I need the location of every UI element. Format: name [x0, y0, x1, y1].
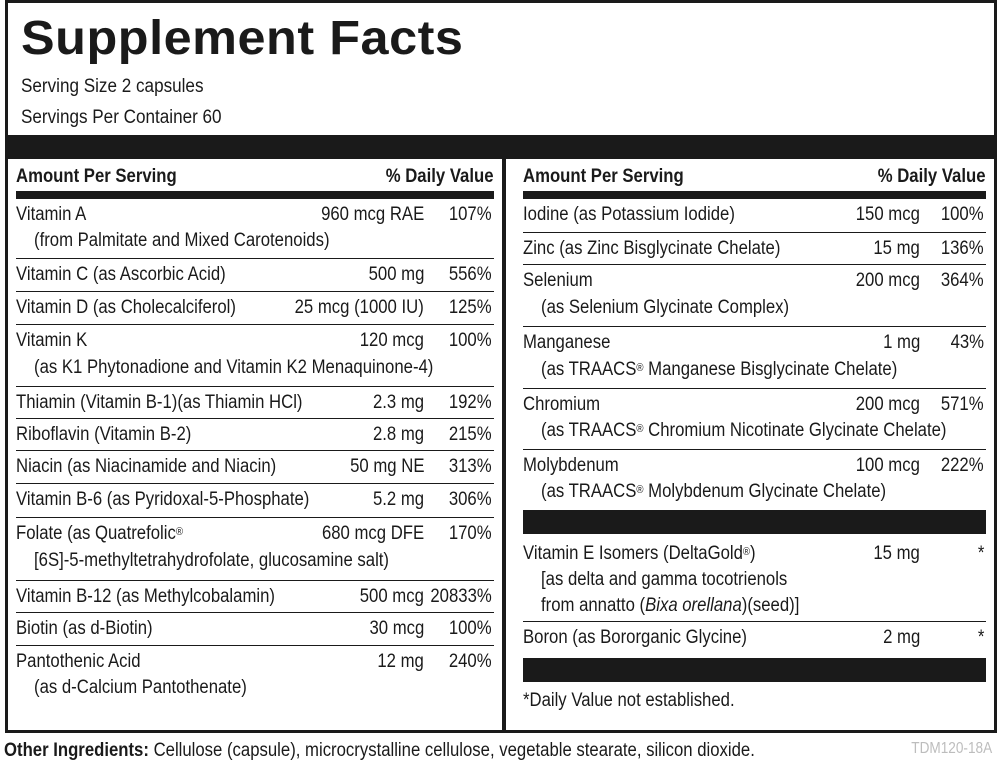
- nutrient-dv: 215%: [449, 424, 492, 445]
- registered-mark: ®: [636, 484, 644, 496]
- nutrient-dv: 364%: [941, 270, 984, 291]
- nutrient-row-manganese: [523, 327, 986, 389]
- nutrient-dv: 571%: [941, 394, 984, 415]
- nutrient-row-pantothenic-acid: [16, 646, 494, 708]
- nutrient-source: from annatto (Bixa orellana)(seed)]: [541, 595, 800, 616]
- nutrient-amount: 100 mcg: [855, 455, 920, 476]
- nutrient-dv: 100%: [449, 618, 492, 639]
- nutrient-name: Thiamin (Vitamin B-1)(as Thiamin HCl): [16, 392, 303, 413]
- nutrient-name: Zinc (as Zinc Bisglycinate Chelate): [523, 238, 781, 259]
- nutrient-dv: 100%: [941, 204, 984, 225]
- nutrient-row-vitamin-a: [16, 199, 494, 259]
- nutrient-dv: 20833%: [430, 586, 492, 607]
- nutrient-amount: 50 mg NE: [349, 456, 424, 477]
- section-divider-bar: [523, 658, 986, 682]
- nutrient-dv: 222%: [941, 455, 984, 476]
- nutrient-dv: *: [977, 627, 984, 648]
- nutrient-name: Folate (as Quatrefolic®: [16, 523, 183, 544]
- nutrient-amount: 1 mg: [882, 332, 920, 353]
- nutrient-dv: 136%: [941, 238, 984, 259]
- nutrient-row-thiamin: [16, 387, 494, 419]
- column-divider: [502, 159, 506, 733]
- amount-per-serving-header: Amount Per Serving: [16, 166, 177, 187]
- right-nutrient-column: [523, 159, 986, 714]
- nutrient-source: (as TRAACS® Molybdenum Glycinate Chelate): [541, 481, 887, 502]
- serving-size: Serving Size 2 capsules: [21, 76, 204, 97]
- nutrient-row-zinc: [523, 233, 986, 265]
- nutrient-name: Pantothenic Acid: [16, 651, 141, 672]
- other-ingredients-text: Cellulose (capsule), microcrystalline cellulose, vegetable stearate, silicon dioxide.: [148, 740, 755, 761]
- nutrient-amount: 960 mcg RAE: [320, 204, 424, 225]
- nutrient-amount: 30 mcg: [369, 618, 424, 639]
- botanical-name: Bixa orellana: [645, 595, 742, 616]
- nutrient-source: [6S]-5-methyltetrahydrofolate, glucosamine salt): [34, 550, 390, 571]
- nutrient-row-vitamin-k: [16, 325, 494, 387]
- nutrient-dv: 306%: [449, 489, 492, 510]
- servings-per-container: Servings Per Container 60: [21, 107, 222, 128]
- nutrient-dv: 43%: [950, 332, 984, 353]
- top-divider-bar: [8, 135, 994, 159]
- nutrient-name: Biotin (as d-Biotin): [16, 618, 153, 639]
- nutrient-name: Boron (as Bororganic Glycine): [523, 627, 747, 648]
- daily-value-header: % Daily Value: [386, 166, 494, 187]
- nutrient-dv: 556%: [449, 264, 492, 285]
- nutrient-amount: 500 mcg: [359, 586, 424, 607]
- nutrient-name: Selenium: [523, 270, 593, 291]
- nutrient-dv: 125%: [449, 297, 492, 318]
- nutrient-dv: *: [977, 543, 984, 564]
- panel-title: Supplement Facts: [21, 12, 464, 65]
- nutrient-amount: 200 mcg: [855, 270, 920, 291]
- nutrient-dv: 107%: [449, 204, 492, 225]
- nutrient-dv: 100%: [449, 330, 492, 351]
- column-header: [16, 159, 494, 199]
- nutrient-amount: 680 mcg DFE: [321, 523, 424, 544]
- daily-value-header: % Daily Value: [878, 166, 986, 187]
- nutrient-row-vitamin-c: [16, 259, 494, 292]
- nutrient-amount: 5.2 mg: [372, 489, 424, 510]
- nutrient-row-iodine: [523, 199, 986, 233]
- nutrient-amount: 2 mg: [882, 627, 920, 648]
- nutrient-amount: 2.8 mg: [372, 424, 424, 445]
- nutrient-name: Chromium: [523, 394, 601, 415]
- other-ingredients-label: Other Ingredients:: [4, 740, 149, 761]
- nutrient-dv: 192%: [449, 392, 492, 413]
- registered-mark: ®: [636, 423, 644, 435]
- nutrient-name: Vitamin E Isomers (DeltaGold®): [523, 543, 756, 564]
- nutrient-amount: 500 mg: [368, 264, 424, 285]
- nutrient-dv: 240%: [449, 651, 492, 672]
- nutrient-name: Vitamin C (as Ascorbic Acid): [16, 264, 226, 285]
- nutrient-amount: 2.3 mg: [372, 392, 424, 413]
- nutrient-amount: 200 mcg: [855, 394, 920, 415]
- nutrient-source: (as K1 Phytonadione and Vitamin K2 Menaquinone-4): [34, 357, 434, 378]
- section-divider-bar: [523, 510, 986, 534]
- nutrient-name: Vitamin B-6 (as Pyridoxal-5-Phosphate): [16, 489, 310, 510]
- nutrient-name: Vitamin A: [16, 204, 87, 225]
- nutrient-row-vitamin-d: [16, 292, 494, 325]
- nutrient-name: Niacin (as Niacinamide and Niacin): [16, 456, 277, 477]
- nutrient-amount: 12 mg: [377, 651, 424, 672]
- nutrient-name: Riboflavin (Vitamin B-2): [16, 424, 192, 445]
- nutrient-row-folate: [16, 518, 494, 581]
- nutrient-amount: 25 mcg (1000 IU): [294, 297, 424, 318]
- nutrient-dv: 170%: [449, 523, 492, 544]
- registered-mark: ®: [175, 526, 183, 538]
- nutrient-name: Vitamin K: [16, 330, 88, 351]
- registered-mark: ®: [742, 546, 751, 558]
- nutrient-row-molybdenum: [523, 450, 986, 510]
- nutrient-row-vitamin-b6: [16, 484, 494, 518]
- nutrient-source: (as Selenium Glycinate Complex): [541, 297, 790, 318]
- left-nutrient-column: [16, 159, 494, 708]
- nutrient-row-niacin: [16, 451, 494, 484]
- other-ingredients: [4, 737, 755, 765]
- supplement-facts-panel: [5, 0, 997, 733]
- nutrient-name: Iodine (as Potassium Iodide): [523, 204, 735, 225]
- nutrient-amount: 15 mg: [873, 543, 920, 564]
- nutrient-source: (as d-Calcium Pantothenate): [34, 677, 247, 698]
- nutrient-row-vitamin-e-isomers: [523, 538, 986, 622]
- nutrient-amount: 15 mg: [873, 238, 920, 259]
- nutrient-source: (from Palmitate and Mixed Carotenoids): [34, 230, 330, 251]
- nutrient-amount: 120 mcg: [359, 330, 424, 351]
- nutrient-row-boron: [523, 622, 986, 656]
- daily-value-footnote: *Daily Value not established.: [523, 690, 735, 711]
- amount-per-serving-header: Amount Per Serving: [523, 166, 684, 187]
- nutrient-name: Molybdenum: [523, 455, 619, 476]
- nutrient-dv: 313%: [449, 456, 492, 477]
- nutrient-name: Vitamin D (as Cholecalciferol): [16, 297, 236, 318]
- nutrient-source: (as TRAACS® Chromium Nicotinate Glycinate Chelate): [541, 420, 947, 441]
- nutrient-source: (as TRAACS® Manganese Bisglycinate Chelate): [541, 359, 898, 380]
- nutrient-name: Vitamin B-12 (as Methylcobalamin): [16, 586, 275, 607]
- nutrient-row-biotin: [16, 613, 494, 646]
- column-header: [523, 159, 986, 199]
- nutrient-source: [as delta and gamma tocotrienols: [541, 569, 788, 590]
- nutrient-amount: 150 mcg: [855, 204, 920, 225]
- nutrient-row-selenium: [523, 265, 986, 327]
- nutrient-row-chromium: [523, 389, 986, 450]
- product-code: TDM120-18A: [911, 740, 992, 757]
- nutrient-row-vitamin-b12: [16, 581, 494, 613]
- nutrient-name: Manganese: [523, 332, 611, 353]
- nutrient-row-riboflavin: [16, 419, 494, 451]
- registered-mark: ®: [636, 362, 644, 374]
